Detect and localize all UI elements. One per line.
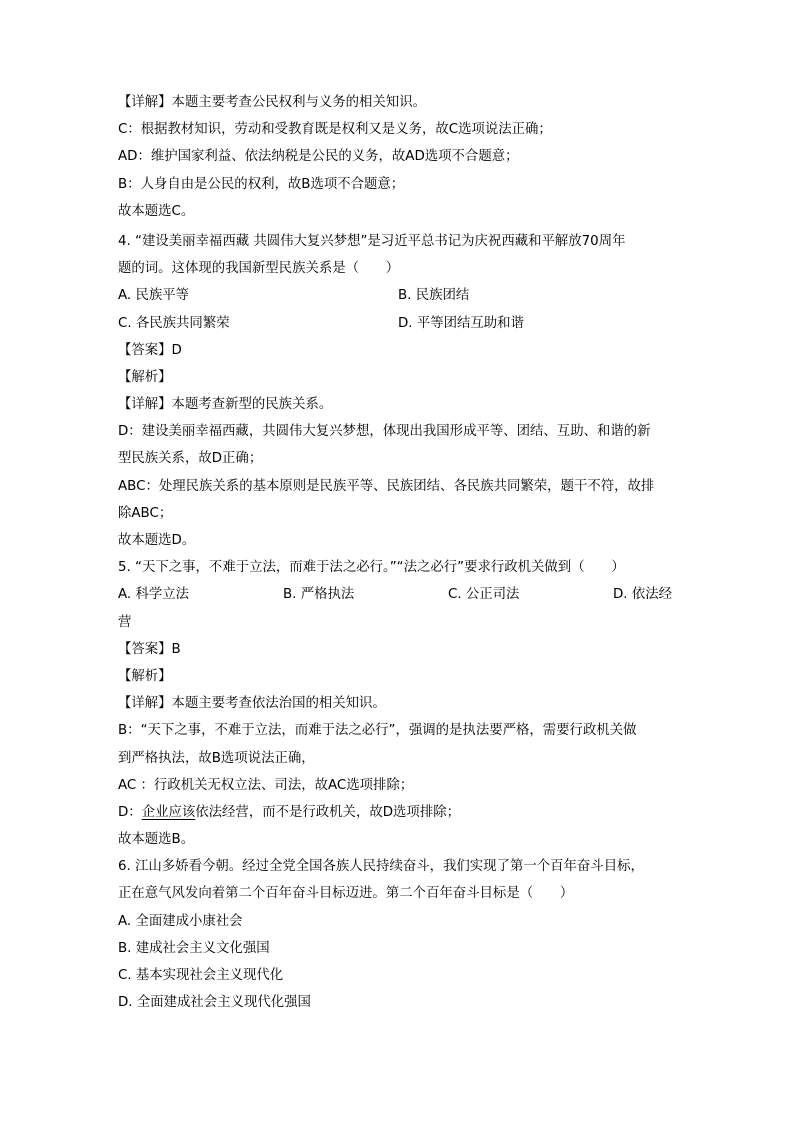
q3-detail-heading: 【详解】本题主要考查公民权利与义务的相关知识。: [118, 95, 426, 110]
q5-explanation-line: B：“天下之事，不难于立法，而难于法之必行”，强调的是执法要严格，需要行政机关做: [118, 723, 637, 739]
q4-explanation-line: D：建设美丽幸福西藏，共圆伟大复兴梦想，体现出我国形成平等、团结、互助、和谐的新: [118, 424, 651, 440]
line-rest: 依法经营，而不是行政机关，故D选项排除；: [195, 804, 460, 820]
option-text: 公正司法: [465, 587, 520, 603]
option-label: B.: [398, 288, 412, 304]
q6-stem-cont: 正在意气风发向着第二个百年奋斗目标迈进。第二个百年奋斗目标是（ ）: [118, 886, 574, 902]
option-label: B.: [283, 587, 297, 603]
q4-answer: 【答案】D: [118, 342, 182, 358]
option-text: 严格执法: [300, 587, 355, 603]
q5-analysis-heading: 【解析】: [118, 668, 172, 684]
option-text: 全面建成小康社会: [135, 913, 243, 929]
q6-option-d: [118, 989, 678, 1016]
q4-option-a: [118, 282, 398, 309]
option-text: 依法经: [631, 587, 673, 603]
q4-options-row-2: [118, 310, 678, 337]
q4-analysis-heading: 【解析】: [118, 369, 172, 385]
underlined-text: 企业应该: [141, 804, 196, 820]
q4-explanation-line: 型民族关系，故D正确；: [118, 451, 263, 467]
q5-stem: 5. “天下之事，不难于立法，而难于法之必行。”“法之必行”要求行政机关做到（ ）: [118, 560, 625, 576]
option-label: A.: [118, 587, 132, 603]
option-text: 民族团结: [415, 288, 470, 304]
option-label: D.: [613, 587, 628, 603]
q3-explanation-line: C：根据教材知识，劳动和受教育既是权利又是义务，故C选项说法正确；: [118, 122, 552, 138]
option-text: 各民族共同繁荣: [135, 315, 230, 331]
option-label: A.: [118, 913, 132, 929]
line-prefix: D：: [118, 804, 142, 820]
q5-option-d-wrap: 营: [118, 614, 132, 630]
option-text: 建成社会主义文化强国: [135, 940, 270, 956]
q5-option-d: [613, 581, 678, 608]
option-label: C.: [118, 968, 132, 983]
q5-option-a: [118, 581, 283, 608]
q6-stem: 6. 江山多娇看今朝。经过全党全国各族人民持续奋斗，我们实现了第一个百年奋斗目标，: [118, 859, 644, 875]
q5-option-b: [283, 581, 448, 608]
q4-detail-heading: 【详解】本题考查新型的民族关系。: [118, 397, 333, 413]
q4-stem-cont: 题的词。这体现的我国新型民族关系是（ ）: [118, 261, 400, 277]
q3-explanation-line: B：人身自由是公民的权利，故B选项不合题意；: [118, 176, 405, 192]
q6-option-a: [118, 908, 678, 935]
q5-detail-heading: 【详解】本题主要考查依法治国的相关知识。: [118, 696, 386, 712]
q5-conclusion: 故本题选B。: [118, 832, 195, 848]
option-label: C.: [118, 315, 132, 331]
q6-option-b: [118, 935, 678, 962]
q5-answer: 【答案】B: [118, 641, 181, 657]
q4-options-row-1: [118, 282, 678, 309]
q5-explanation-line: 到严格执法，故B选项说法正确，: [118, 750, 315, 766]
q3-explanation-line: AD：维护国家利益、依法纳税是公民的义务，故AD选项不合题意；: [118, 149, 519, 165]
option-label: D.: [118, 995, 133, 1011]
document-page: [118, 89, 678, 1016]
q5-explanation-line: AC ：行政机关无权立法、司法，故AC选项排除；: [118, 777, 414, 793]
option-label: B.: [118, 940, 132, 956]
q5-option-c: [448, 581, 613, 608]
q4-option-c: [118, 310, 398, 337]
q4-stem: 4. “建设美丽幸福西藏 共圆伟大复兴梦想”是习近平总书记为庆祝西藏和平解放70周年: [118, 233, 626, 249]
option-label: A.: [118, 288, 132, 304]
q4-conclusion: 故本题选D。: [118, 533, 196, 548]
option-label: D.: [398, 315, 413, 331]
option-text: 全面建成社会主义现代化强国: [136, 995, 311, 1011]
option-text: 民族平等: [135, 288, 190, 304]
option-label: C.: [448, 587, 462, 603]
q4-explanation-line: ABC：处理民族关系的基本原则是民族平等、民族团结、各民族共同繁荣，题干不符，故排: [118, 478, 655, 494]
option-text: 科学立法: [135, 587, 190, 603]
q4-option-d: [398, 310, 678, 337]
q5-options-row: [118, 581, 678, 608]
option-text: 基本实现社会主义现代化: [135, 968, 284, 983]
q6-option-c: [118, 962, 678, 989]
q4-explanation-line: 除ABC；: [118, 505, 173, 521]
q3-conclusion: 故本题选C。: [118, 203, 195, 219]
option-text: 平等团结互助和谐: [416, 315, 524, 331]
q5-explanation-line-d: [118, 799, 678, 826]
q4-option-b: [398, 282, 678, 309]
